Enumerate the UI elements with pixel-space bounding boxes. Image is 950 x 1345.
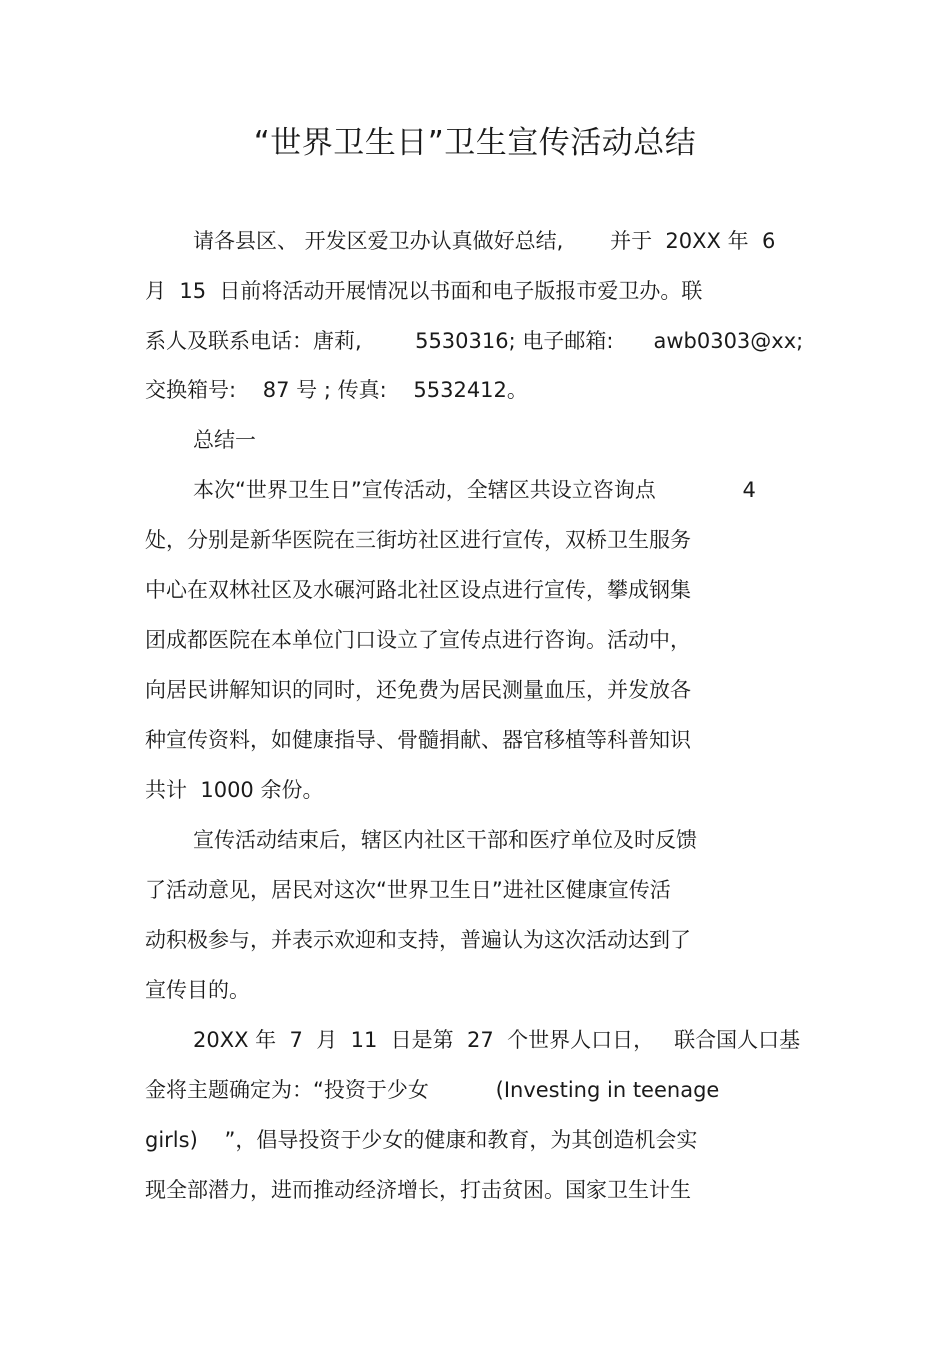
paragraph-line: 宣传活动结束后，辖区内社区干部和医疗单位及时反馈 [193, 828, 697, 852]
paragraph-line: 本次“世界卫生日”宣传活动，全辖区共设立咨询点 4 [193, 478, 756, 502]
paragraph-line: 月 15 日前将活动开展情况以书面和电子版报市爱卫办。联 [145, 279, 703, 303]
paragraph-line: 现全部潜力，进而推动经济增长，打击贫困。国家卫生计生 [145, 1178, 691, 1202]
paragraph-line: 中心在双林社区及水碾河路北社区设点进行宣传，攀成钢集 [145, 578, 691, 602]
paragraph-line: 系人及联系电话：唐莉, 5530316; 电子邮箱: awb0303@xx; [145, 329, 804, 353]
paragraph-line: 交换箱号: 87 号 ; 传真: 5532412。 [145, 378, 528, 402]
paragraph-line: 向居民讲解知识的同时，还免费为居民测量血压，并发放各 [145, 678, 691, 702]
paragraph-line: 种宣传资料，如健康指导、骨髓捐献、器官移植等科普知识 [145, 728, 691, 752]
paragraph-line: 请各县区、 开发区爱卫办认真做好总结, 并于 20XX 年 6 [193, 229, 776, 253]
paragraph-line: 宣传目的。 [145, 978, 250, 1002]
section-heading: 总结一 [193, 428, 256, 452]
paragraph-line: 处，分别是新华医院在三街坊社区进行宣传，双桥卫生服务 [145, 528, 691, 552]
paragraph-line: 20XX 年 7 月 11 日是第 27 个世界人口日， 联合国人口基 [193, 1028, 801, 1052]
document-title: “世界卫生日”卫生宣传活动总结 [253, 125, 697, 161]
paragraph-line: 团成都医院在本单位门口设立了宣传点进行咨询。活动中， [145, 628, 691, 652]
paragraph-line: 金将主题确定为：“投资于少女 (Investing in teenage [145, 1078, 720, 1102]
paragraph-line: 共计 1000 余份。 [145, 778, 324, 802]
paragraph-line: 动积极参与，并表示欢迎和支持，普遍认为这次活动达到了 [145, 928, 691, 952]
paragraph-line: girls) ”，倡导投资于少女的健康和教育，为其创造机会实 [145, 1128, 698, 1152]
paragraph-line: 了活动意见，居民对这次“世界卫生日”进社区健康宣传活 [145, 878, 671, 902]
